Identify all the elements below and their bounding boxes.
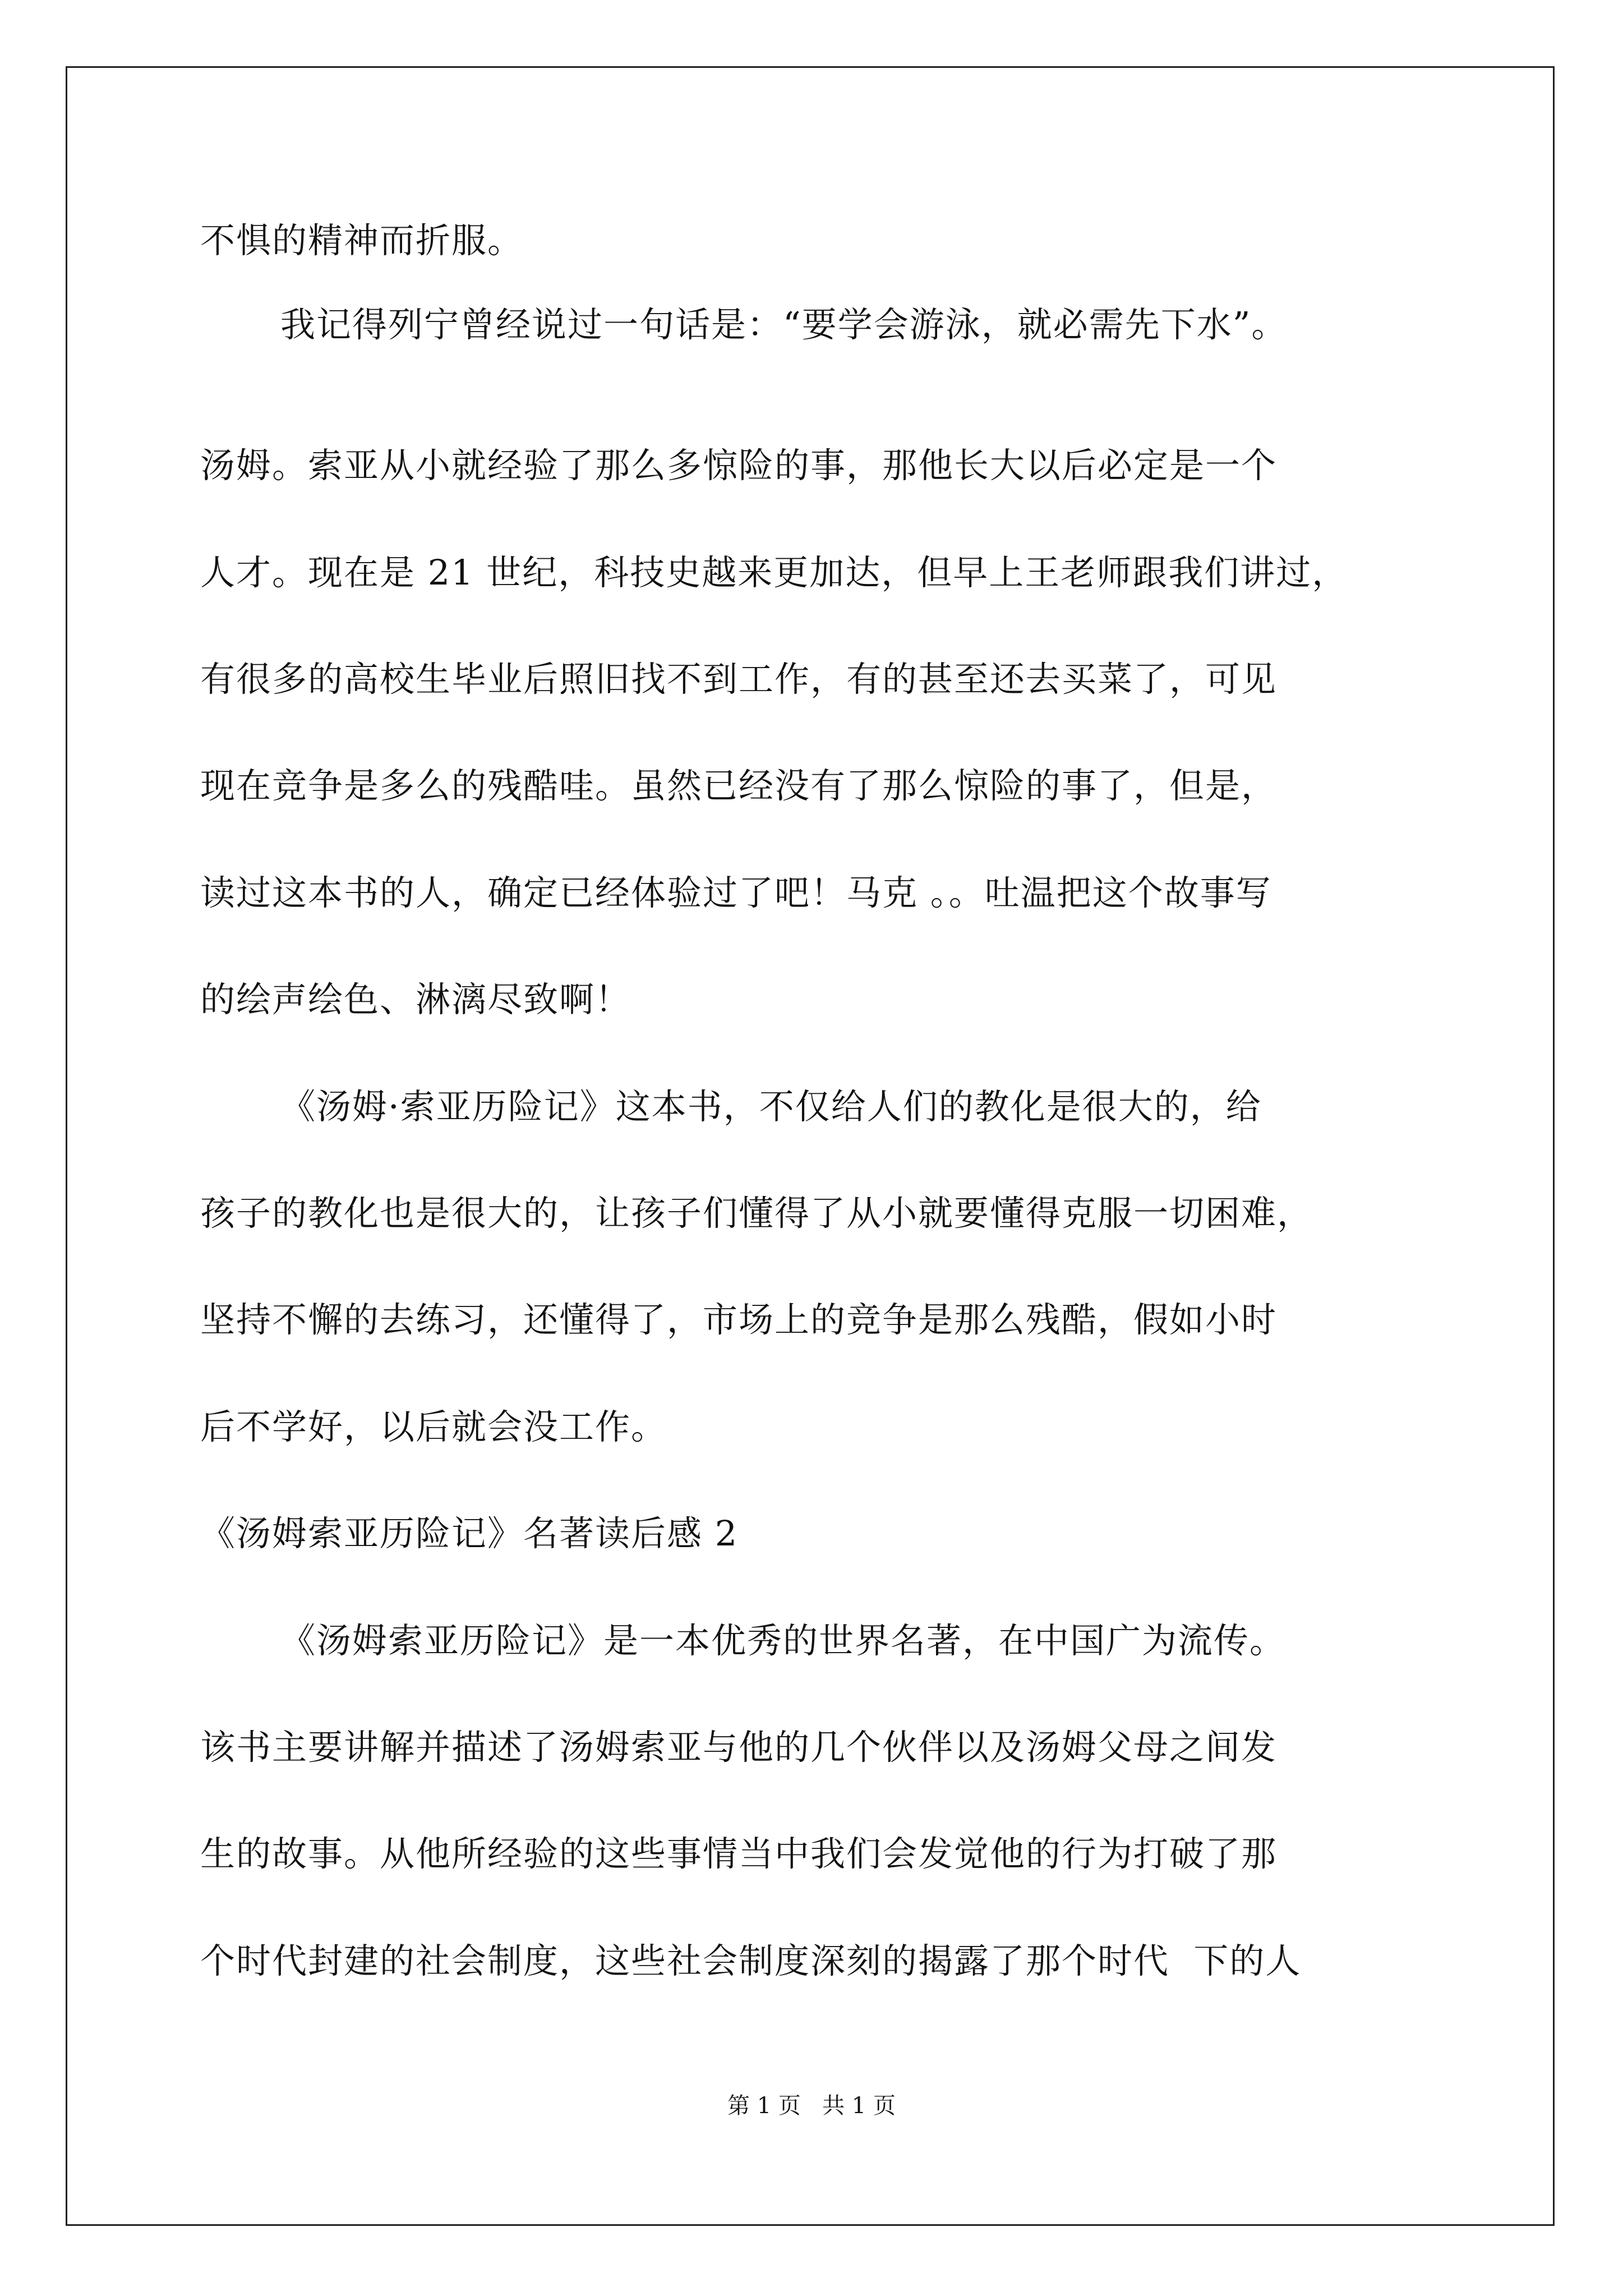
- page-frame: [66, 66, 1555, 2226]
- text-line: 人才。现在是 21 世纪，科技史越来更加达，但早上王老师跟我们讲过，: [200, 552, 1348, 593]
- text-line: 《汤姆·索亚历险记》这本书，不仅给人们的教化是很大的，给: [280, 1086, 1262, 1127]
- text-line: 读过这本书的人，确定已经体验过了吧！马克 。。吐温把这个故事写: [200, 872, 1272, 913]
- text-line: 个时代封建的社会制度，这些社会制度深刻的揭露了那个时代 下的人: [200, 1940, 1302, 1981]
- text-line: 不惧的精神而折服。: [200, 220, 524, 261]
- text-line: 坚持不懈的去练习，还懂得了，市场上的竞争是那么残酷，假如小时: [200, 1299, 1278, 1340]
- text-line: 的绘声绘色、淋漓尽致啊！: [200, 979, 631, 1020]
- text-line: 我记得列宁曾经说过一句话是：“要学会游泳，就必需先下水”。: [280, 304, 1288, 345]
- text-line: 该书主要讲解并描述了汤姆索亚与他的几个伙伴以及汤姆父母之间发: [200, 1727, 1278, 1768]
- text-line: 生的故事。从他所经验的这些事情当中我们会发觉他的行为打破了那: [200, 1833, 1278, 1874]
- section-heading: 《汤姆索亚历险记》名著读后感 2: [200, 1513, 739, 1554]
- text-line: 有很多的高校生毕业后照旧找不到工作，有的甚至还去买菜了，可见: [200, 659, 1278, 700]
- text-line: 后不学好，以后就会没工作。: [200, 1406, 667, 1447]
- page-footer: 第 1 页 共 1 页: [727, 2093, 896, 2119]
- text-line: 《汤姆索亚历险记》是一本优秀的世界名著，在中国广为流传。: [280, 1620, 1286, 1661]
- text-line: 汤姆。索亚从小就经验了那么多惊险的事，那他长大以后必定是一个: [200, 445, 1278, 486]
- text-line: 现在竞争是多么的残酷哇。虽然已经没有了那么惊险的事了，但是，: [200, 765, 1278, 806]
- text-line: 孩子的教化也是很大的，让孩子们懂得了从小就要懂得克服一切困难，: [200, 1193, 1313, 1234]
